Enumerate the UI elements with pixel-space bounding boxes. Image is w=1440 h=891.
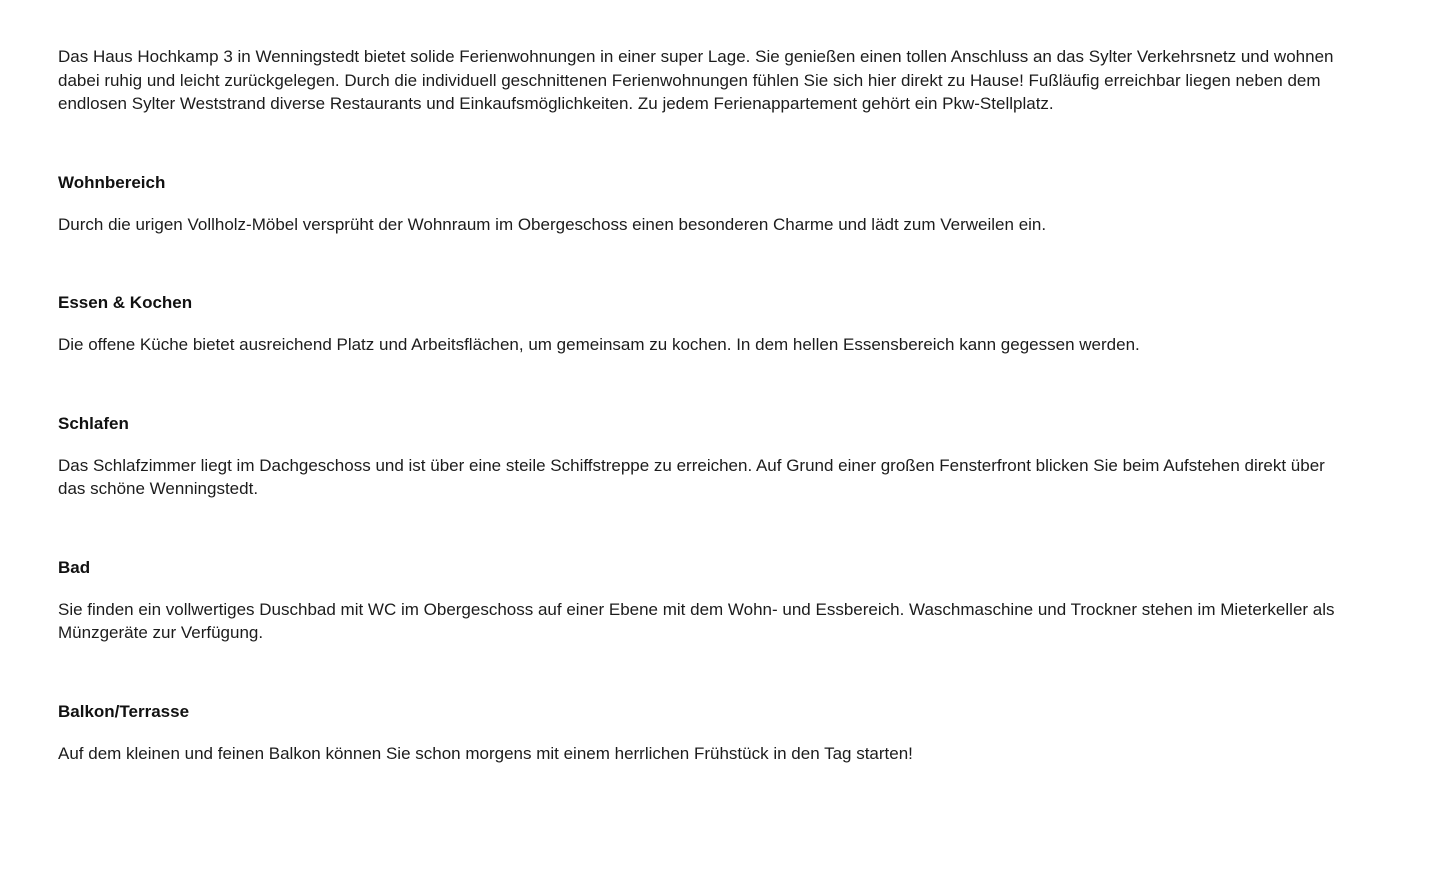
section-heading-balkon-terrasse: Balkon/Terrasse: [58, 701, 190, 721]
section-schlafen: [58, 412, 1344, 501]
intro-paragraph: Das Haus Hochkamp 3 in Wenningstedt bietet solide Ferienwohnungen in einer super Lage. Sie genießen einen tollen Anschluss an das Sylter Verkehrsnetz und wohnen dabei ruhig und leicht zurückgelegen. Durch die individuell geschnittenen Ferienwohnungen fühlen Sie sich hier direkt zu Hause! Fußläufig erreichbar liegen neben dem endlosen Sylter Weststrand diverse Restaurants und Einkaufsmöglichkeiten. Zu jedem Ferienappartement gehört ein Pkw-Stellplatz.: [58, 47, 1334, 113]
section-heading-essen-kochen: Essen & Kochen: [58, 293, 193, 312]
section-body-balkon-terrasse: Auf dem kleinen und feinen Balkon können Sie schon morgens mit einem herrlichen Frühstück in den Tag starten!: [58, 743, 913, 763]
section-body-essen-kochen: Die offene Küche bietet ausreichend Platz und Arbeitsflächen, um gemeinsam zu kochen. In dem hellen Essensbereich kann gegessen werden.: [58, 335, 1140, 354]
section-body-wohnbereich: Durch die urigen Vollholz-Möbel versprüht der Wohnraum im Obergeschoss einen besonderen Charme und lädt zum Verweilen ein.: [58, 214, 1047, 234]
section-heading-bad: Bad: [58, 557, 91, 577]
section-wohnbereich: [58, 171, 1344, 237]
section-heading-schlafen: Schlafen: [58, 413, 129, 433]
section-heading-wohnbereich: Wohnbereich: [58, 172, 166, 192]
section-essen-kochen: [58, 291, 1344, 357]
section-body-schlafen: Das Schlafzimmer liegt im Dachgeschoss und ist über eine steile Schiffstreppe zu erreichen. Auf Grund einer großen Fensterfront blicken Sie beim Aufstehen direkt über das schöne Wenningstedt.: [58, 455, 1325, 498]
section-body-bad: Sie finden ein vollwertiges Duschbad mit WC im Obergeschoss auf einer Ebene mit dem Wohn- und Essbereich. Waschmaschine und Trockner stehen im Mieterkeller als Münzgeräte zur Verfügung.: [58, 599, 1335, 642]
section-bad: [58, 556, 1344, 645]
section-balkon-terrasse: [58, 700, 1344, 766]
